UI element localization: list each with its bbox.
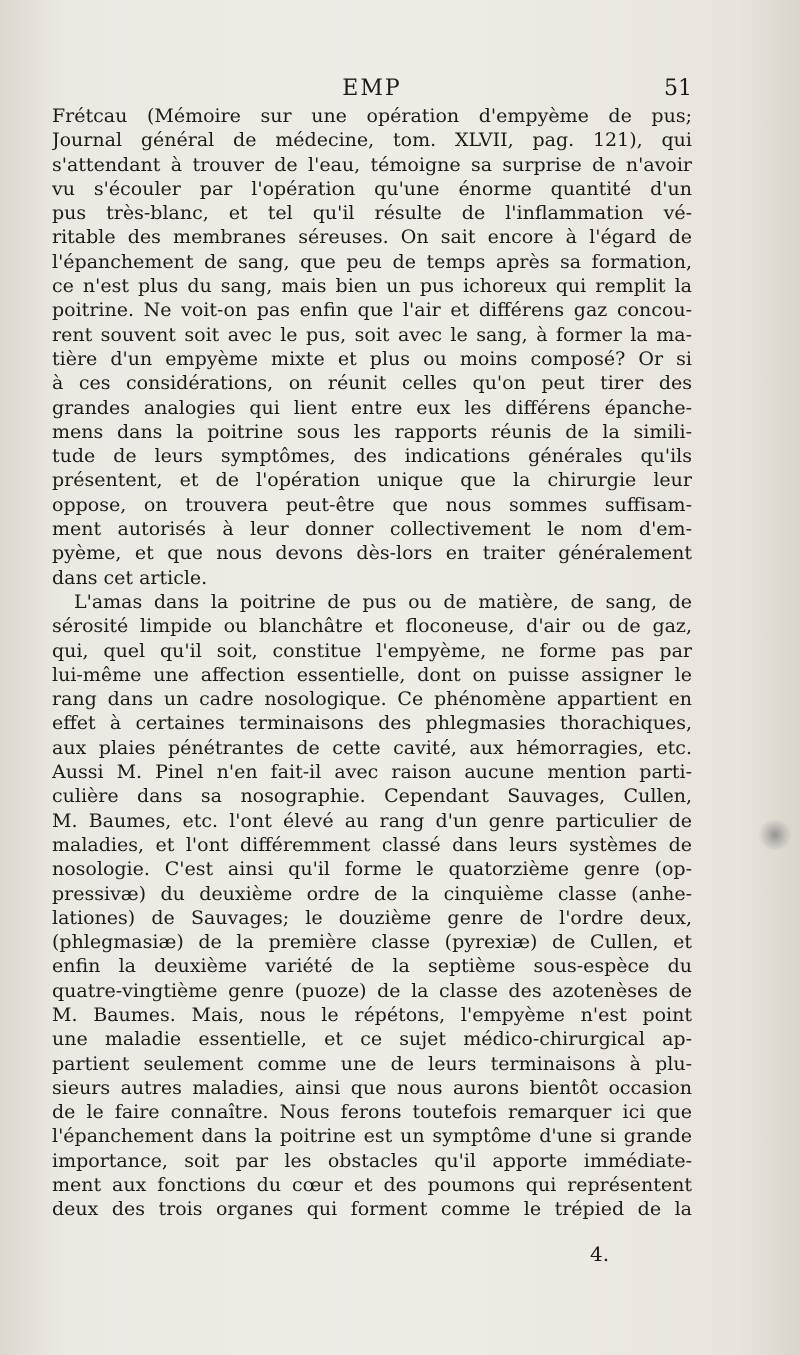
text-line: poitrine. Ne voit-on pas enfin que l'air et différens gaz concou- xyxy=(52,299,692,322)
text-line: pressivæ) du deuxième ordre de la cinquième classe (anhe- xyxy=(52,882,692,905)
text-line: Frétcau (Mémoire sur une opération d'empyème de pus; xyxy=(52,105,692,127)
text-line: deux des trois organes qui forment comme le trépied de la xyxy=(52,1198,692,1221)
text-line: à ces considérations, on réunit celles qu'on peut tirer des xyxy=(52,372,692,395)
text-line: M. Baumes, etc. l'ont élevé au rang d'un genre particulier de xyxy=(52,809,692,832)
signature-mark: 4. xyxy=(590,1242,610,1266)
text-line: vu s'écouler par l'opération qu'une énorme quantité d'un xyxy=(52,177,692,200)
text-line: l'épanchement de sang, que peu de temps après sa formation, xyxy=(52,250,692,273)
text-line: M. Baumes. Mais, nous le répétons, l'empyème n'est point xyxy=(52,1003,692,1026)
body-text xyxy=(52,104,692,1222)
text-line: ritable des membranes séreuses. On sait encore à l'égard de xyxy=(52,226,692,249)
running-head xyxy=(52,74,692,104)
text-line: Aussi M. Pinel n'en fait-il avec raison aucune mention parti- xyxy=(52,761,692,784)
paragraph-end-line: dans cet article. xyxy=(52,566,208,589)
text-line: grandes analogies qui lient entre eux les différens épanche- xyxy=(52,396,692,419)
text-line: une maladie essentielle, et ce sujet médico-chirurgical ap- xyxy=(52,1028,692,1051)
text-line: rent souvent soit avec le pus, soit avec le sang, à former la ma- xyxy=(52,323,692,346)
text-line: Journal général de médecine, tom. XLVII, pag. 121), qui xyxy=(52,129,692,152)
running-title: EMP xyxy=(342,76,402,101)
text-line: tude de leurs symptômes, des indications générales qu'ils xyxy=(52,445,692,468)
text-line: l'épanchement dans la poitrine est un symptôme d'une si grande xyxy=(52,1125,692,1148)
text-line: pus très-blanc, et tel qu'il résulte de l'inflammation vé- xyxy=(52,202,692,225)
page-number: 51 xyxy=(664,76,692,101)
text-line: lationes) de Sauvages; le douzième genre de l'ordre deux, xyxy=(52,906,692,929)
text-line: quatre-vingtième genre (puoze) de la classe des azotenèses de xyxy=(52,979,692,1002)
text-line: présentent, et de l'opération unique que la chirurgie leur xyxy=(52,469,692,492)
text-line: de le faire connaître. Nous ferons toutefois remarquer ici que xyxy=(52,1101,692,1124)
text-line: ment aux fonctions du cœur et des poumons qui représentent xyxy=(52,1174,692,1197)
text-line: tière d'un empyème mixte et plus ou moins composé? Or si xyxy=(52,347,692,370)
text-line: mens dans la poitrine sous les rapports réunis de la simili- xyxy=(52,420,692,443)
text-line: enfin la deuxième variété de la septième sous-espèce du xyxy=(52,955,692,978)
ink-blot xyxy=(758,820,792,850)
text-line: partient seulement comme une de leurs terminaisons à plu- xyxy=(52,1052,692,1075)
text-line: effet à certaines terminaisons des phlegmasies thorachiques, xyxy=(52,712,692,735)
text-line: nosologie. C'est ainsi qu'il forme le quatorzième genre (op- xyxy=(52,858,692,881)
text-line: ment autorisés à leur donner collectivement le nom d'em- xyxy=(52,518,692,541)
text-line: (phlegmasiæ) de la première classe (pyrexiæ) de Cullen, et xyxy=(52,931,692,954)
text-line: rang dans un cadre nosologique. Ce phénomène appartient en xyxy=(52,688,692,711)
text-line: qui, quel qu'il soit, constitue l'empyème, ne forme pas par xyxy=(52,639,692,662)
text-line: s'attendant à trouver de l'eau, témoigne sa surprise de n'avoir xyxy=(52,153,692,176)
text-line: lui-même une affection essentielle, dont on puisse assigner le xyxy=(52,663,692,686)
text-line: pyème, et que nous devons dès-lors en traiter généralement xyxy=(52,542,692,565)
text-line: importance, soit par les obstacles qu'il apporte immédiate- xyxy=(52,1149,692,1172)
paragraph-start-line: L'amas dans la poitrine de pus ou de matière, de sang, de xyxy=(74,590,692,613)
text-line: culière dans sa nosographie. Cependant Sauvages, Cullen, xyxy=(52,785,692,808)
text-line: oppose, on trouvera peut-être que nous sommes suffisam- xyxy=(52,493,692,516)
text-line: sérosité limpide ou blanchâtre et floconeuse, d'air ou de gaz, xyxy=(52,615,692,638)
text-line: maladies, et l'ont différemment classé dans leurs systèmes de xyxy=(52,833,692,856)
text-line: aux plaies pénétrantes de cette cavité, aux hémorragies, etc. xyxy=(52,736,692,759)
text-line: ce n'est plus du sang, mais bien un pus ichoreux qui remplit la xyxy=(52,275,692,298)
text-line: sieurs autres maladies, ainsi que nous aurons bientôt occasion xyxy=(52,1076,692,1099)
